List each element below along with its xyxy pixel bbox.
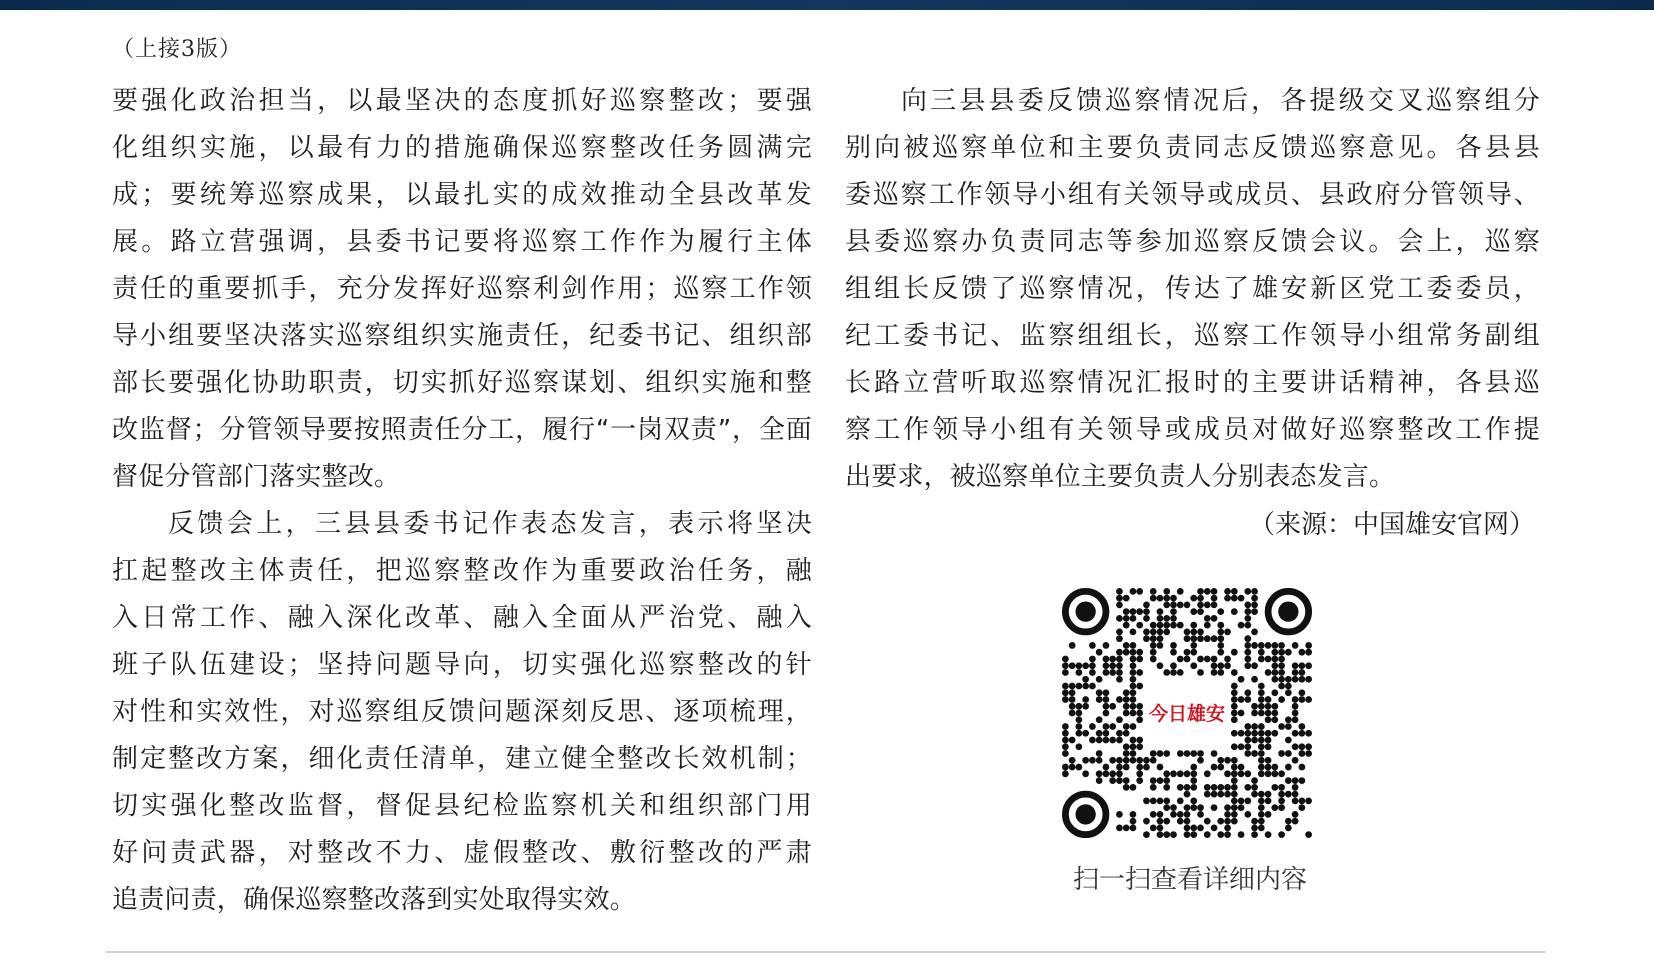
text-line: 部长要强化协助职责，切实抓好巡察谋划、组织实施和整 (112, 368, 812, 398)
text-line: 县委巡察办负责同志等参加巡察反馈会议。会上，巡察 (845, 227, 1540, 257)
qr-caption: 扫一扫查看详细内容 (1072, 865, 1307, 895)
text-line: 制定整改方案，细化责任清单，建立健全整改长效机制； (112, 744, 812, 774)
qr-logo-text: 今日雄安 (1148, 703, 1226, 725)
text-line: 责任的重要抓手，充分发挥好巡察利剑作用；巡察工作领 (112, 274, 812, 304)
left-text-column (112, 78, 812, 924)
text-line: 改监督；分管领导要按照责任分工，履行“一岗双责”，全面 (112, 415, 812, 445)
bottom-divider (106, 951, 1546, 953)
qr-code[interactable] (1062, 588, 1312, 838)
top-header-bar (0, 0, 1654, 10)
text-line: 好问责武器，对整改不力、虚假整改、敷衍整改的严肃 (112, 838, 812, 868)
text-line: 察工作领导小组有关领导或成员对做好巡察整改工作提 (845, 415, 1540, 445)
text-line: 切实强化整改监督，督促县纪检监察机关和组织部门用 (112, 791, 812, 821)
right-text-column (845, 78, 1540, 501)
text-line: 要强化政治担当，以最坚决的态度抓好巡察整改；要强 (112, 86, 812, 116)
qr-code-icon (1062, 588, 1312, 838)
text-line: 别向被巡察单位和主要负责同志反馈巡察意见。各县县 (845, 133, 1540, 163)
text-line: 组组长反馈了巡察情况，传达了雄安新区党工委委员， (845, 274, 1540, 304)
left-column-paragraph (112, 78, 812, 501)
text-line: 导小组要坚决落实巡察组织实施责任，纪委书记、组织部 (112, 321, 812, 351)
text-line: 长路立营听取巡察情况汇报时的主要讲话精神，各县巡 (845, 368, 1540, 398)
text-line: 对性和实效性，对巡察组反馈问题深刻反思、逐项梳理， (112, 697, 812, 727)
continued-from-note: （上接3版） (112, 37, 242, 62)
text-line: 入日常工作、融入深化改革、融入全面从严治党、融入 (112, 603, 812, 633)
text-line: 成；要统筹巡察成果，以最扎实的成效推动全县改革发 (112, 180, 812, 210)
right-column-paragraph (845, 78, 1540, 501)
source-attribution: （来源：中国雄安官网） (1248, 510, 1535, 540)
text-line: 追责问责，确保巡察整改落到实处取得实效。 (112, 885, 637, 915)
text-line: 督促分管部门落实整改。 (112, 462, 401, 492)
text-line: 班子队伍建设；坚持问题导向，切实强化巡察整改的针 (112, 650, 812, 680)
text-line: 向三县县委反馈巡察情况后，各提级交叉巡察组分 (901, 86, 1540, 116)
text-line: 反馈会上，三县县委书记作表态发言，表示将坚决 (168, 509, 812, 539)
text-line: 委巡察工作领导小组有关领导或成员、县政府分管领导、 (845, 180, 1540, 210)
text-line: 展。路立营强调，县委书记要将巡察工作作为履行主体 (112, 227, 812, 257)
left-column-paragraph (112, 501, 812, 924)
text-line: 纪工委书记、监察组组长，巡察工作领导小组常务副组 (845, 321, 1540, 351)
text-line: 扛起整改主体责任，把巡察整改作为重要政治任务，融 (112, 556, 812, 586)
text-line: 出要求，被巡察单位主要负责人分别表态发言。 (845, 462, 1396, 492)
text-line: 化组织实施，以最有力的措施确保巡察整改任务圆满完 (112, 133, 812, 163)
